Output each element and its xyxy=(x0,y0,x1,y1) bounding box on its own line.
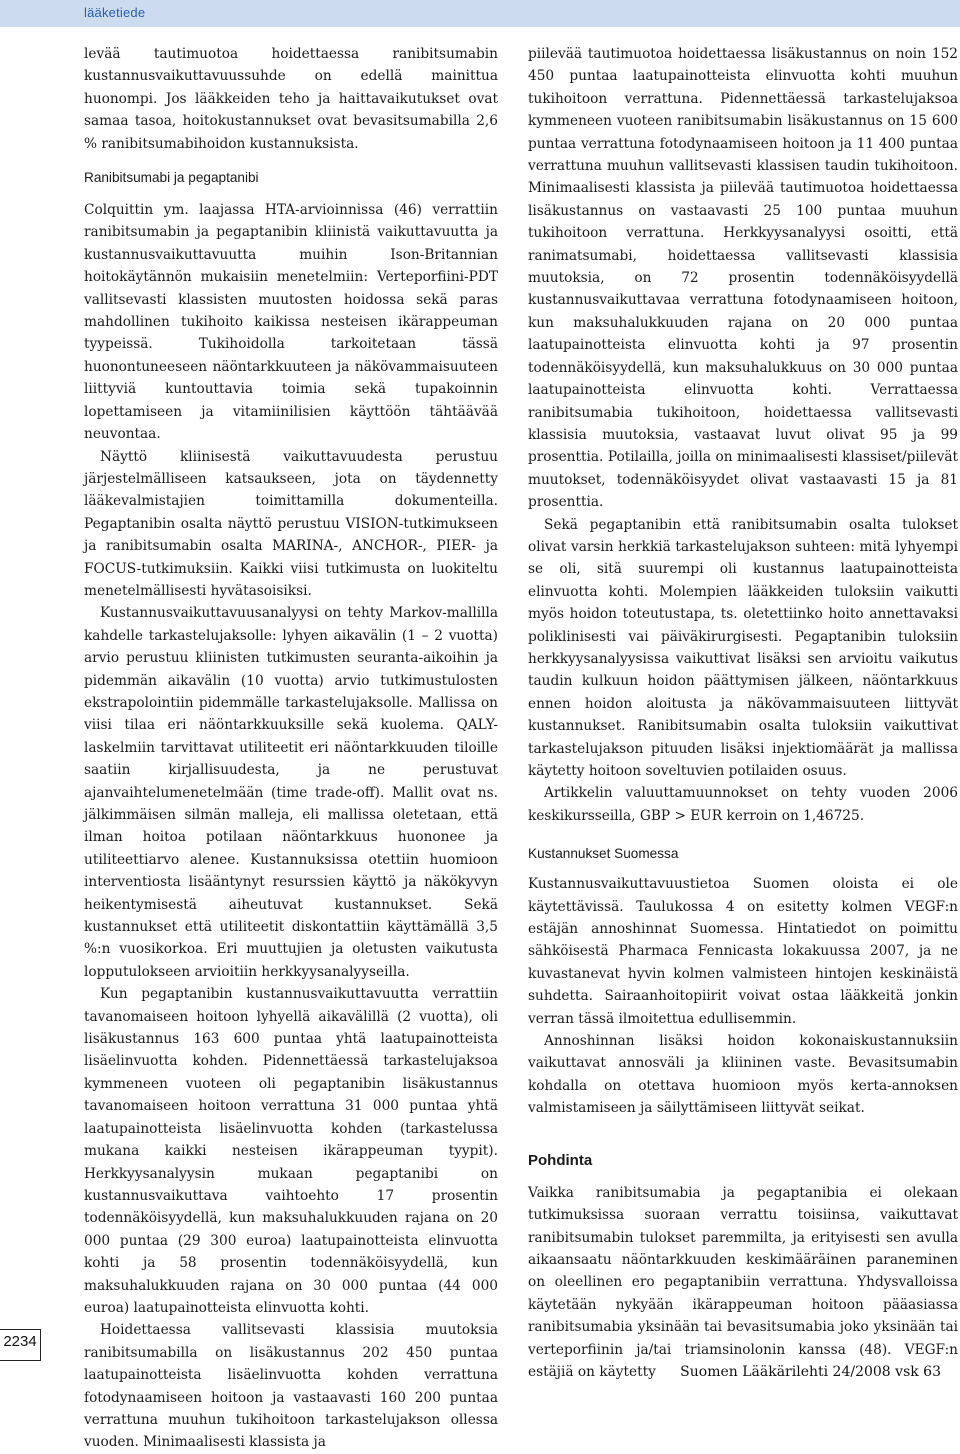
subheading: Ranibitsumabi ja pegaptanibi xyxy=(84,170,259,186)
paragraph: Hoidettaessa vallitsevasti klassisia muutoksia ranibitsumabilla on lisäkustannus 202 450 puntaa laatupainotteista lisäelinvuotta kohden verrattuna fotodynaamiseen hoitoon ja vastaavasti 160 200 puntaa verrattuna muuhun tukihoitoon tarkastelujakson ollessa vuoden. Minimaalisesti klassista ja xyxy=(84,1322,498,1451)
paragraph: Artikkelin valuuttamuunnokset on tehty vuoden 2006 keskikursseilla, GBP > EUR kerroin on 1,46725. xyxy=(528,785,958,824)
paragraph: Vaikka ranibitsumabia ja pegaptanibia ei olekaan tutkimuksissa suoraan verrattu toisiinsa, vaikuttavat ranibitsumabin tulokset paremmilta, ja erityisesti sen avulla aikaansaatu näöntarkkuuden keskimääräinen paraneminen on oleellinen ero pegaptanibiin verrattuna. Yhdysvalloissa käytetään nykyään ikärappeuman hoitoon pääasiassa ranibitsumabia yksinään tai bevasitsumabia joko yksinään tai verteporfiinin ja/tai triamsinolonin kanssa (48). VEGF:n estäjiä on käytetty xyxy=(528,1184,958,1380)
section-heading: Pohdinta xyxy=(528,1151,593,1169)
journal-footer: Suomen Lääkärilehti 24/2008 vsk 63 xyxy=(680,1364,941,1380)
paragraph: Näyttö kliinisestä vaikuttavuudesta perustuu järjestelmälliseen katsaukseen, jota on täydennetty lääkevalmistajien toimittamilla dokumenteilla. Pegaptanibin osalta näyttö perustuu VISION-tutkimukseen ja ranibitsumabin osalta MARINA-, ANCHOR-, PIER- ja FOCUS-tutkimuksiin. Kaikki viisi tutkimusta on luokiteltu menetelmällisesti hyvätasoisiksi. xyxy=(84,448,498,599)
paragraph: Kustannusvaikuttavuustietoa Suomen oloista ei ole käytettävissä. Taulukossa 4 on esitetty kolmen VEGF:n estäjän annoshinnat Suomessa. Hintatiedot on poimittu sähköisestä Pharmaca Fennicasta lokakuussa 2007, ja ne kuvastanevat hyvin kolmen valmisteen hintojen keskinäistä suhdetta. Sairaanhoitopiirit voivat ostaa lääkkeitä jonkin verran tässä ilmoitettua edullisemmin. xyxy=(528,876,958,1027)
paragraph: Colquittin ym. laajassa HTA-arvioinnissa (46) verrattiin ranibitsumabin ja pegaptanibin kliinistä vaikuttavuutta ja kustannusvaikuttavuutta muihin Ison-Britannian hoitokäytännön mukaisiin menetelmiin: Verteporfiini-PDT vallitsevasti klassisten muutosten hoidossa sekä paras mahdollinen tukihoito kaikissa nesteisen ikärappeuman tyypeissä. Tukihoidolla tarkoitetaan tässä huonontuneeseen näöntarkkuuteen ja näkövammaisuuteen liittyviä kuntouttavia toimia sekä tupakoinnin lopettamiseen ja vitamiinilisien käyttöön tähtäävää neuvontaa. xyxy=(84,202,498,443)
paragraph: Sekä pegaptanibin että ranibitsumabin osalta tulokset olivat varsin herkkiä tarkastelujakson suhteen: mitä lyhyempi se oli, sitä suurempi oli kustannus laatupainotteista elinvuotta kohti. Molempien lääkkeiden tuloksiin vaikutti myös hoidon toteutustapa, ts. oletettiinko hoito annettavaksi poliklinisesti vai päiväkirurgisesti. Pegaptanibin tuloksiin herkkyysanalyysissa vaikuttivat lisäksi sen arvioitu vaikutus taudin kulkuun hoidon päättymisen jälkeen, näöntarkkuus ennen hoidon aloitusta ja näkövammaisuuteen liittyvät kustannukset. Ranibitsumabin osalta tuloksiin vaikuttivat tarkastelujakson pituuden lisäksi injektiomäärät ja mallissa käytetty hoitoon soveltuvien potilaiden osuus. xyxy=(528,516,958,779)
section-label: lääketiede xyxy=(84,5,146,20)
paragraph: piilevää tautimuotoa hoidettaessa lisäkustannus on noin 152 450 puntaa laatupainotteista elinvuotta kohti muuhun tukihoitoon verrattuna. Pidennettäessä tarkastelujaksoa kymmeneen vuoteen ranibitsumabin lisäkustannus on 15 600 puntaa verrattuna fotodynaamiseen hoitoon ja 11 400 puntaa verrattuna muuhun vallitsevasti klassisen taudin tukihoitoon. Minimaalisesti klassista ja piilevää tautimuotoa hoidettaessa lisäkustannus on vastaavasti 25 100 puntaa muuhun tukihoitoon verrattuna. Herkkyysanalyysi osoitti, että ranimatsumabi, hoidettaessa vallitsevasti klassisia muutoksia, on 72 prosentin todennäköisyydellä kustannusvaikuttavaa verrattuna fotodynaamiseen hoitoon, kun maksuhalukkuuden rajana on 20 000 puntaa laatupainotteista elinvuotta kohti ja 97 prosentin todennäköisyydellä, kun maksuhalukkuus on 30 000 puntaa laatupainotteista elinvuotta kohti. Verrattaessa ranibitsumabia tukihoitoon, hoidettaessa vallitsevasti klassisia muutoksia, vastaavat luvut olivat 95 ja 99 prosenttia. Potilailla, joilla on minimaalisesti klassiset/piilevät muutokset, todennäköisyydet olivat vastaavasti 15 ja 81 prosenttia. xyxy=(528,46,958,511)
page-number: 2234 xyxy=(3,1333,37,1350)
paragraph: levää tautimuotoa hoidettaessa ranibitsumabin kustannusvaikuttavuussuhde on edellä mainittua huonompi. Jos lääkkeiden teho ja haittavaikutukset ovat samaa tasoa, hoitokustannukset ovat bevasitsumabilla 2,6 % ranibitsumabihoidon kustannuksista. xyxy=(84,46,498,152)
subheading: Kustannukset Suomessa xyxy=(528,846,679,862)
paragraph: Annoshinnan lisäksi hoidon kokonaiskustannuksiin vaikuttavat annosväli ja kliininen vaste. Bevasitsumabin kohdalla on otettava huomioon myös kerta-annoksen valmistamiseen ja säilyttämiseen liittyvät seikat. xyxy=(528,1033,958,1117)
right-column xyxy=(528,43,958,1383)
section-header-bar xyxy=(0,0,960,27)
left-column xyxy=(84,43,498,1454)
paragraph: Kustannusvaikuttavuusanalyysi on tehty Markov-mallilla kahdelle tarkastelujaksolle: lyhyen aikavälin (1 – 2 vuotta) arvio perustuu kliinisten tutkimusten seuranta-aikoihin ja pidemmän aikavälin (10 vuotta) arvio tutkimustulosten ekstrapolointiin pidemmälle tarkastelujaksolle. Mallissa on viisi tilaa eri näöntarkkuuksille sekä kuolema. QALY-laskelmiin tarvittavat utiliteetit eri näöntarkkuuden tiloille saatiin kirjallisuudesta, ja ne perustuvat ajanvaihtelumenetelmään (time trade-off). Mallit ovat ns. jälkimmäisen silmän malleja, eli mallissa oletetaan, että ilman hoitoa potilaan näöntarkkuus huononee ja utiliteettiarvo alenee. Kustannuksissa otettiin huomioon interventiosta lisääntynyt resurssien käyttö ja näkökyvyn heikentymisestä aiheutuvat kustannukset. Sekä kustannukset että utiliteetit diskontattiin käyttämällä 3,5 %:n vuosikorkoa. Eri muuttujien ja oletusten vaikutusta lopputulokseen arvioitiin herkkyysanalyyseilla. xyxy=(84,605,498,980)
paragraph: Kun pegaptanibin kustannusvaikuttavuutta verrattiin tavanomaiseen hoitoon lyhyellä aikavälillä (2 vuotta), oli lisäkustannus 163 600 puntaa yhtä laatupainotteista lisäelinvuotta kohden. Pidennettäessä tarkastelujaksoa kymmeneen vuoteen oli pegaptanibin lisäkustannus tavanomaiseen hoitoon verrattuna 31 000 puntaa yhtä laatupainotteista lisäelinvuotta kohden (tarkastelussa mukana kaikki nesteisen ikärappeuman tyypit). Herkkyysanalyysin mukaan pegaptanibi on kustannusvaikuttava vaihtoehto 17 prosentin todennäköisyydellä, kun maksuhalukkuuden rajana on 20 000 puntaa (29 300 euroa) laatupainotteista elinvuotta kohti ja 58 prosentin todennäköisyydellä, kun maksuhalukkuuden rajana on 30 000 puntaa (44 000 euroa) laatupainotteista elinvuotta kohti. xyxy=(84,986,498,1316)
